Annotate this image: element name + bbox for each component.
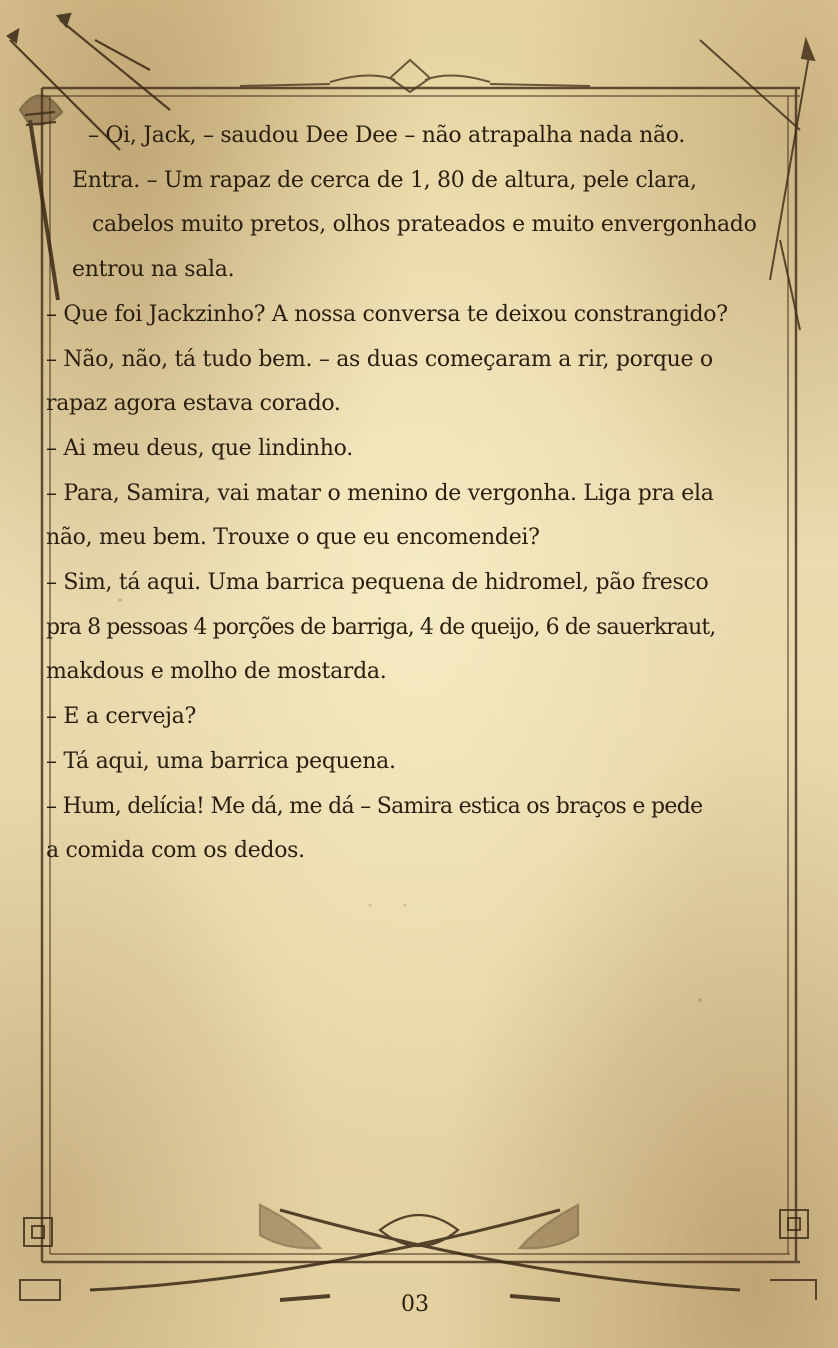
text-line: pra 8 pessoas 4 porções de barriga, 4 de queijo, 6 de sauerkraut, xyxy=(46,614,716,640)
text-line: – Que foi Jackzinho? A nossa conversa te deixou constrangido? xyxy=(46,301,728,327)
text-line: Entra. – Um rapaz de cerca de 1, 80 de altura, pele clara, xyxy=(72,167,697,193)
story-text xyxy=(46,114,786,874)
text-line: não, meu bem. Trouxe o que eu encomendei? xyxy=(46,525,540,551)
text-line: rapaz agora estava corado. xyxy=(46,391,341,417)
text-line: – Hum, delícia! Me dá, me dá – Samira estica os braços e pede xyxy=(46,793,703,819)
crossed-oars-icon xyxy=(90,1205,740,1300)
text-line: – E a cerveja? xyxy=(46,704,196,730)
text-line: a comida com os dedos. xyxy=(46,838,305,864)
text-line: – Tá aqui, uma barrica pequena. xyxy=(46,748,396,774)
text-line: – Ai meu deus, que lindinho. xyxy=(46,435,353,461)
text-line: – Sim, tá aqui. Uma barrica pequena de hidromel, pão fresco xyxy=(46,570,709,596)
text-line: – Oi, Jack, – saudou Dee Dee – não atrapalha nada não. xyxy=(88,123,686,148)
text-line: entrou na sala. xyxy=(72,257,235,283)
text-line: cabelos muito pretos, olhos prateados e muito envergonhado xyxy=(92,212,757,238)
text-line: – Para, Samira, vai matar o menino de vergonha. Liga pra ela xyxy=(46,480,714,506)
page-number: 03 xyxy=(401,1292,429,1317)
text-line: makdous e molho de mostarda. xyxy=(46,659,387,685)
text-line: – Não, não, tá tudo bem. – as duas começaram a rir, porque o xyxy=(46,346,713,372)
